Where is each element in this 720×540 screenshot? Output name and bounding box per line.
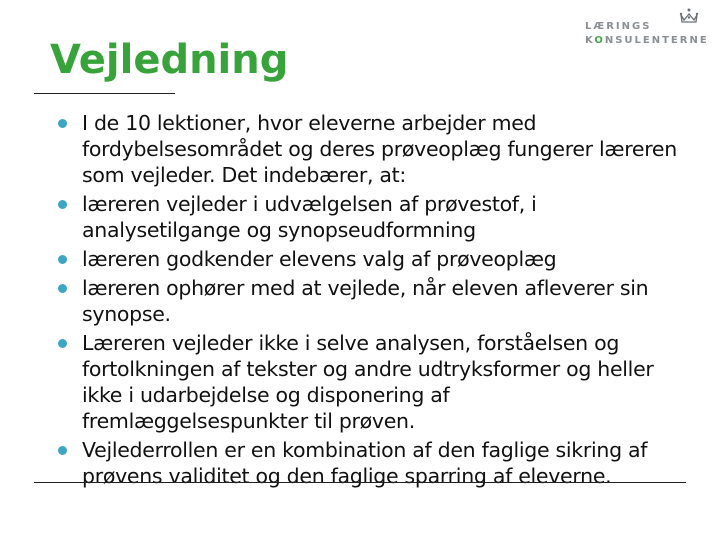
logo-line-2-suffix: NSULENTERNE [604,35,709,46]
bullet-item [58,275,678,327]
title-divider [34,93,175,94]
bullet-list [58,110,678,492]
laeringskonsulenterne-logo [583,8,709,48]
logo-line-1: LÆRINGS [585,21,652,32]
logo-line-2-prefix: K [585,35,595,46]
bullet-text: I de 10 lektioner, hvor eleverne arbejder med fordybelsesområdet og deres prøveoplæg fungerer læreren som vejleder. Det indebærer, at: [82,111,677,187]
bullet-item [58,246,678,272]
bullet-icon [58,339,67,348]
logo-line-2 [585,35,709,46]
bullet-icon [58,446,67,455]
bullet-text: læreren godkender elevens valg af prøveoplæg [82,247,557,271]
bullet-text: Læreren vejleder ikke i selve analysen, forståelsen og fortolkningen af tekster og andre udtryksformer og heller ikke i udarbejdelse og disponering af fremlæggelsespunkter til prøven. [82,331,654,433]
bullet-icon [58,255,67,264]
bullet-text: Vejlederrollen er en kombination af den faglige sikring af prøvens validitet og den faglige sparring af eleverne. [82,438,648,488]
bottom-divider [34,482,686,483]
bullet-item [58,191,678,243]
crown-icon [678,8,700,24]
logo-accent-letter: O [594,35,605,46]
slide-title: Vejledning [50,37,289,83]
bullet-item [58,330,678,434]
bullet-text: læreren ophører med at vejlede, når eleven afleverer sin synopse. [82,276,649,326]
bullet-icon [58,284,67,293]
bullet-icon [58,119,67,128]
bullet-icon [58,200,67,209]
bullet-text: læreren vejleder i udvælgelsen af prøvestof, i analysetilgange og synopseudformning [82,192,537,242]
bullet-item [58,110,678,188]
